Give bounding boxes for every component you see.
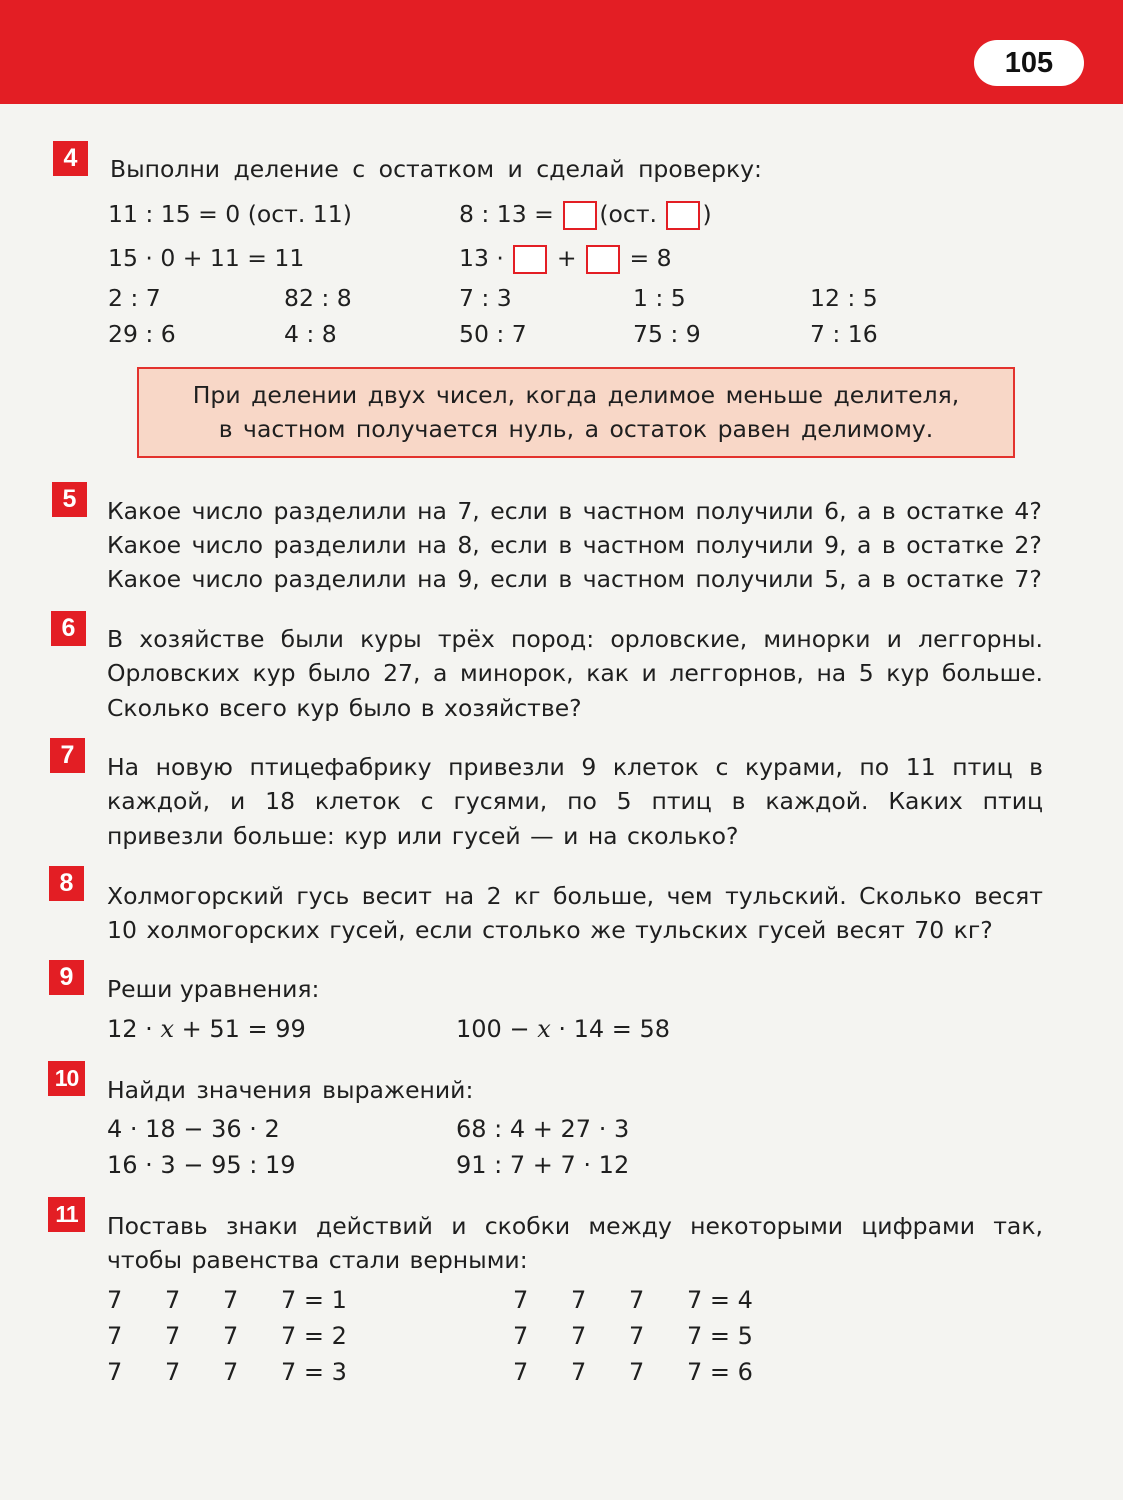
task-number-8: 8 (49, 866, 84, 901)
digit: 7 (571, 1322, 587, 1350)
digit-equation (107, 1319, 347, 1353)
division-exercise: 2 : 7 (108, 284, 161, 312)
digit: 7 (629, 1358, 645, 1386)
equation-result: 7 = 5 (687, 1322, 753, 1350)
task4-example2-check-plus: + (556, 244, 577, 272)
division-exercise: 12 : 5 (810, 284, 878, 312)
task4-example2-check-right: = 8 (629, 244, 672, 272)
task4-example1-check: 15 · 0 + 11 = 11 (108, 244, 305, 272)
division-exercise: 82 : 8 (284, 284, 352, 312)
division-exercise: 29 : 6 (108, 320, 176, 348)
digit: 7 (165, 1358, 181, 1386)
expression: 91 : 7 + 7 · 12 (456, 1151, 630, 1179)
equation-2-part: · 14 = 58 (550, 1015, 671, 1043)
digit-equation (107, 1283, 347, 1317)
task4-example2-check-left: 13 · (459, 244, 504, 272)
task-number-7: 7 (50, 738, 85, 773)
equation-1 (107, 1012, 306, 1046)
digit: 7 (107, 1322, 123, 1350)
division-exercise: 7 : 3 (459, 284, 512, 312)
page-header-band (0, 0, 1123, 104)
rule-line: в частном получается нуль, а остаток равен делимому. (218, 415, 934, 443)
division-exercise: 1 : 5 (633, 284, 686, 312)
expression: 68 : 4 + 27 · 3 (456, 1115, 630, 1143)
equation-2-variable: x (537, 1015, 551, 1043)
digit: 7 (223, 1322, 239, 1350)
digit: 7 (223, 1286, 239, 1314)
division-exercise: 50 : 7 (459, 320, 527, 348)
remainder-answer-box[interactable] (666, 201, 700, 230)
task-number-10: 10 (48, 1061, 85, 1096)
task4-example1: 11 : 15 = 0 (ост. 11) (108, 200, 352, 228)
check-remainder-box[interactable] (586, 245, 620, 274)
equation-2 (456, 1012, 670, 1046)
digit-equation (513, 1283, 753, 1317)
page-number: 105 (974, 40, 1084, 86)
division-exercise: 4 : 8 (284, 320, 337, 348)
digit: 7 (629, 1286, 645, 1314)
digit: 7 (571, 1286, 587, 1314)
task4-title: Выполни деление с остатком и сделай проверку: (110, 155, 762, 183)
quotient-answer-box[interactable] (563, 201, 597, 230)
digit: 7 (165, 1286, 181, 1314)
task5-line: Какое число разделили на 9, если в частном получили 5, а в остатке 7? (107, 565, 1042, 593)
task5-line: Какое число разделили на 7, если в частном получили 6, а в остатке 4? (107, 497, 1042, 525)
task-number-5: 5 (52, 482, 87, 517)
digit: 7 (107, 1286, 123, 1314)
task6-text: В хозяйстве были куры трёх пород: орловские, минорки и леггорны. Орловских кур было 27, а минорок, как и леггорнов, на 5 кур больше. Сколько всего кур было в хозяйстве? (107, 625, 1043, 722)
equation-result: 7 = 6 (687, 1358, 753, 1386)
digit: 7 (223, 1358, 239, 1386)
digit-equation (513, 1355, 753, 1389)
digit-equation (107, 1355, 347, 1389)
task9-title: Реши уравнения: (107, 975, 320, 1003)
equation-result: 7 = 2 (281, 1322, 347, 1350)
digit: 7 (165, 1322, 181, 1350)
expression: 16 · 3 − 95 : 19 (107, 1151, 296, 1179)
task8-text: Холмогорский гусь весит на 2 кг больше, чем тульский. Сколько весят 10 холмогорских гусей, если столько же тульских гусей весят 70 кг? (107, 882, 1043, 945)
digit: 7 (513, 1358, 529, 1386)
digit: 7 (513, 1286, 529, 1314)
division-exercise: 7 : 16 (810, 320, 878, 348)
check-quotient-box[interactable] (513, 245, 547, 274)
digit: 7 (513, 1322, 529, 1350)
task-number-11: 11 (48, 1197, 85, 1232)
equation-result: 7 = 3 (281, 1358, 347, 1386)
task11-text: Поставь знаки действий и скобки между некоторыми цифрами так, чтобы равенства стали верными: (107, 1212, 1043, 1275)
task5-line: Какое число разделили на 8, если в частном получили 9, а в остатке 2? (107, 531, 1042, 559)
digit: 7 (629, 1322, 645, 1350)
task-number-9: 9 (49, 960, 84, 995)
equation-2-part: 100 − (456, 1015, 538, 1043)
digit: 7 (571, 1358, 587, 1386)
equation-1-part: + 51 = 99 (173, 1015, 306, 1043)
equation-result: 7 = 4 (687, 1286, 753, 1314)
task4-example2-mid: (ост. (599, 200, 657, 228)
task7-text: На новую птицефабрику привезли 9 клеток с курами, по 11 птиц в каждой, и 18 клеток с гусями, по 5 птиц в каждой. Каких птиц привезли больше: кур или гусей — и на сколько? (107, 753, 1043, 850)
task-number-4: 4 (53, 141, 88, 176)
equation-1-variable: x (160, 1015, 174, 1043)
task10-title: Найди значения выражений: (107, 1076, 474, 1104)
equation-1-part: 12 · (107, 1015, 161, 1043)
task4-example2-check (459, 241, 672, 275)
rule-box (137, 367, 1015, 458)
task4-example2-right: ) (702, 200, 712, 228)
digit: 7 (107, 1358, 123, 1386)
digit-equation (513, 1319, 753, 1353)
task4-example2-left: 8 : 13 = (459, 200, 554, 228)
equation-result: 7 = 1 (281, 1286, 347, 1314)
task-number-6: 6 (51, 611, 86, 646)
rule-line: При делении двух чисел, когда делимое меньше делителя, (192, 381, 960, 409)
division-exercise: 75 : 9 (633, 320, 701, 348)
expression: 4 · 18 − 36 · 2 (107, 1115, 280, 1143)
task4-example2 (459, 197, 712, 231)
